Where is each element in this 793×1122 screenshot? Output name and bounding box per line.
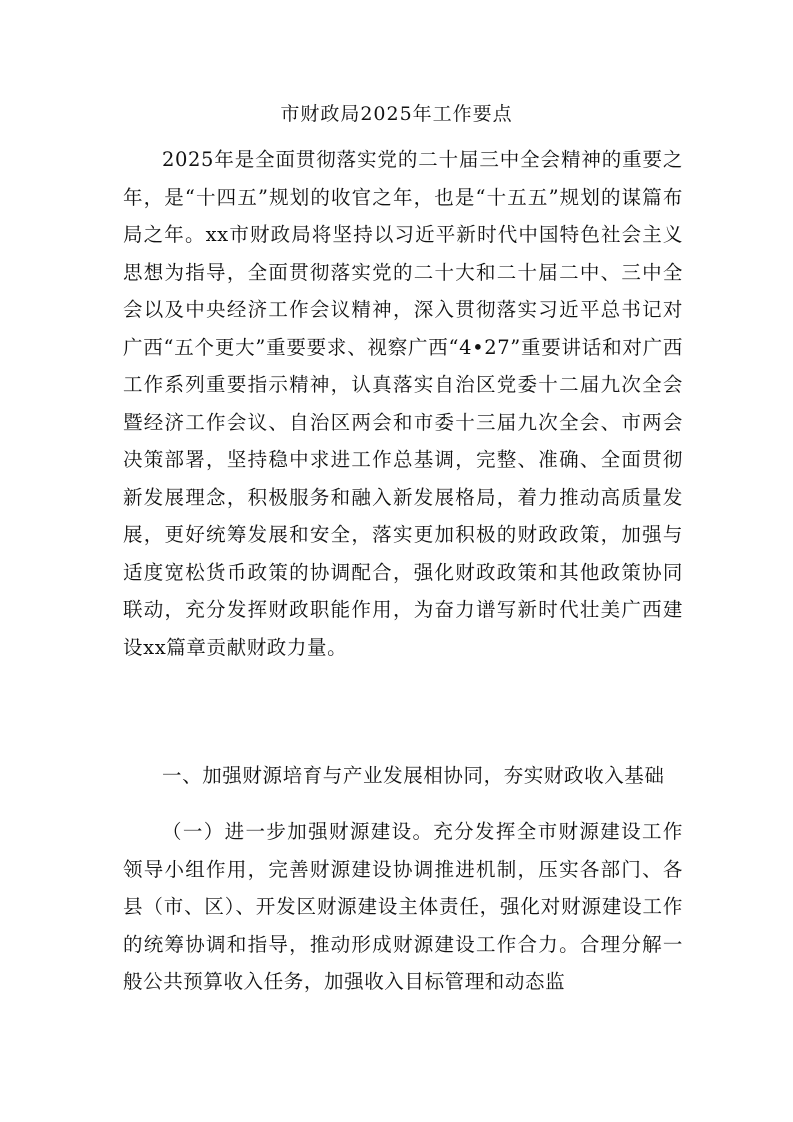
intro-paragraph: 2025年是全面贯彻落实党的二十届三中全会精神的重要之年，是“十四五”规划的收官之年，也是“十五五”规划的谋篇布局之年。xx市财政局将坚持以习近平新时代中国特色社会主义思想为指导，全面贯彻落实党的二十大和二十届二中、三中全会以及中央经济工作会议精神，深入贯彻落实习近平总书记对广西“五个更大”重要要求、视察广西“4•27”重要讲话和对广西工作系列重要指示精神，认真落实自治区党委十二届九次全会暨经济工作会议、自治区两会和市委十三届九次全会、市两会决策部署，坚持稳中求进工作总基调，完整、准确、全面贯彻新发展理念，积极服务和融入新发展格局，着力推动高质量发展，更好统筹发展和安全，落实更加积极的财政政策，加强与适度宽松货币政策的协调配合，强化财政政策和其他政策协同联动，充分发挥财政职能作用，为奋力谱写新时代壮美广西建设xx篇章贡献财政力量。 xyxy=(123,148,683,659)
section-heading-1: 一、加强财源培育与产业发展相协同，夯实财政收入基础 xyxy=(162,764,665,787)
subsection-paragraph-1: （一）进一步加强财源建设。充分发挥全市财源建设工作领导小组作用，完善财源建设协调推进机制，压实各部门、各县（市、区）、开发区财源建设主体责任，强化对财源建设工作的统筹协调和指导，推动形成财源建设工作合力。合理分解一般公共预算收入任务，加强收入目标管理和动态监 xyxy=(123,820,683,993)
page-title: 市财政局2025年工作要点 xyxy=(280,103,513,125)
